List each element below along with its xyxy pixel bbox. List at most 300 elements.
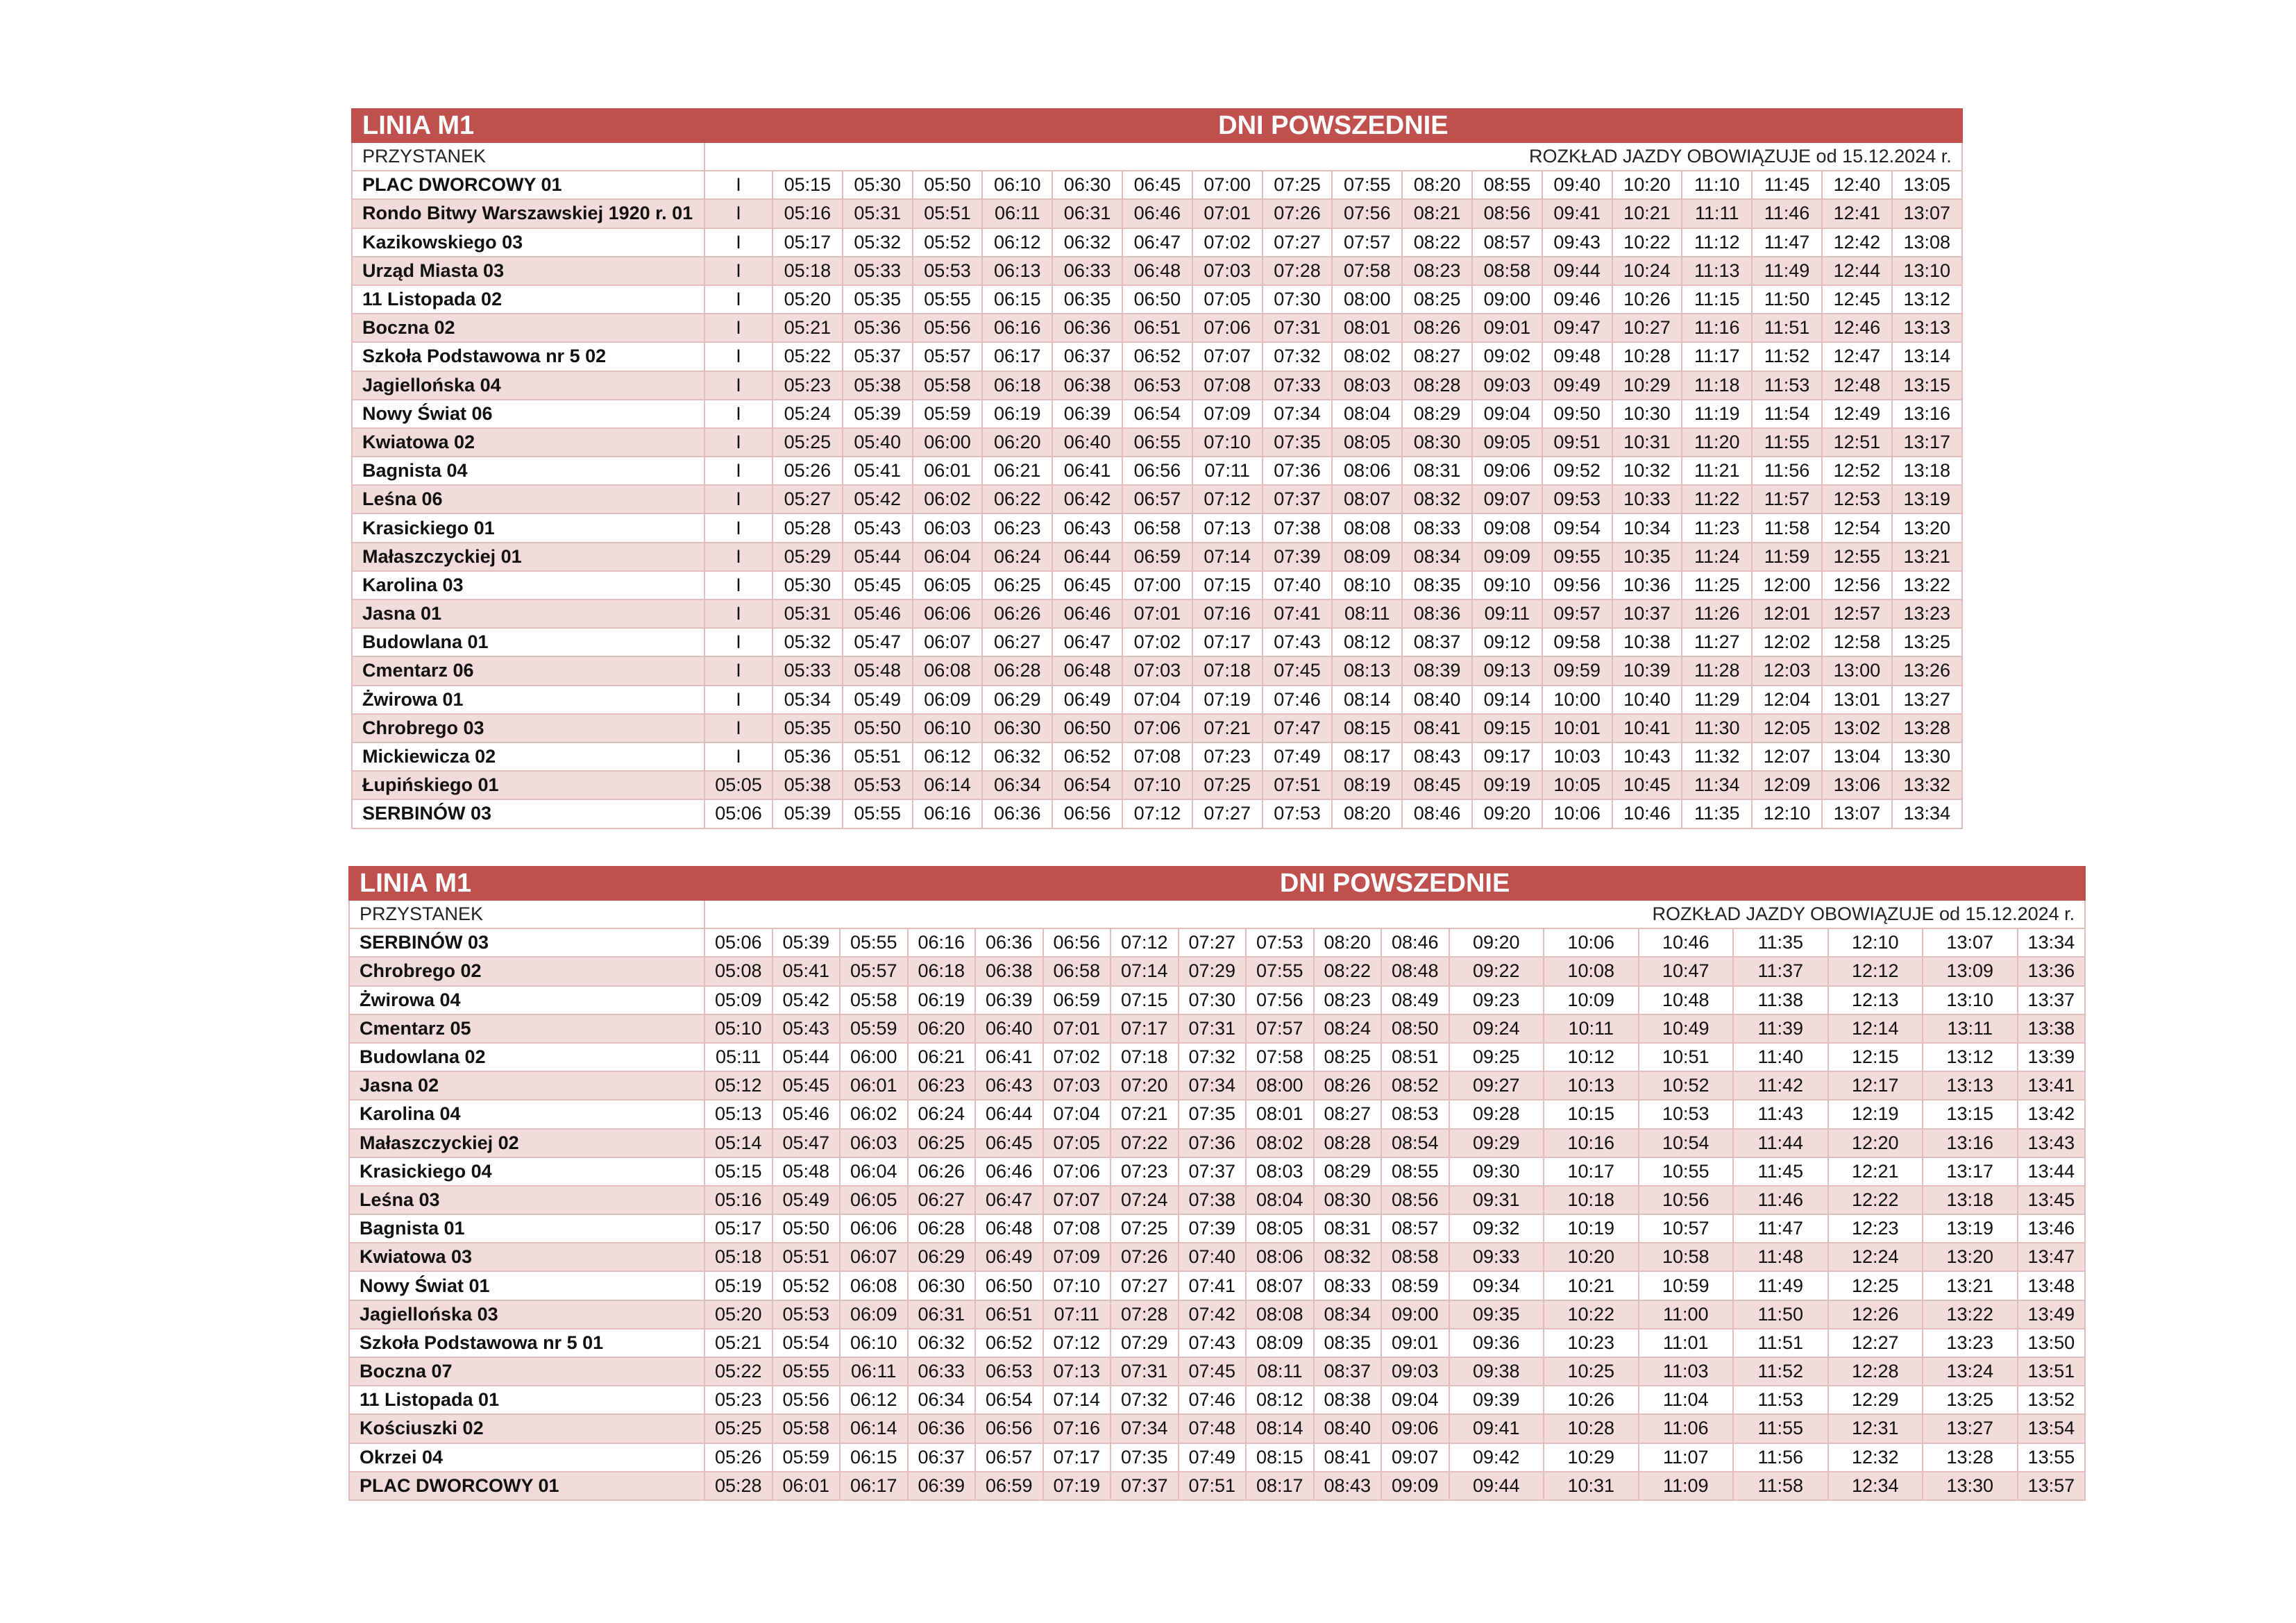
departure-time: 12:19	[1828, 1100, 1923, 1128]
departure-time: I	[704, 628, 773, 656]
departure-time: 10:37	[1612, 600, 1682, 628]
departure-time: 06:46	[1122, 199, 1192, 228]
stop-row	[349, 1214, 2085, 1243]
stop-row	[349, 1472, 2085, 1500]
departure-time: 12:48	[1822, 371, 1892, 400]
departure-time: 06:01	[913, 457, 983, 485]
departure-time: 07:07	[1192, 342, 1263, 371]
departure-time: 11:01	[1639, 1329, 1734, 1357]
departure-time: 08:26	[1314, 1071, 1382, 1100]
stop-row	[352, 628, 1962, 656]
departure-time: 11:46	[1733, 1186, 1828, 1214]
departure-time: 06:08	[840, 1271, 908, 1300]
departure-time: 07:15	[1111, 986, 1179, 1014]
stop-name: Małaszczyckiej 01	[352, 543, 704, 571]
departure-time: 07:38	[1179, 1186, 1247, 1214]
departure-time: 10:17	[1544, 1157, 1639, 1186]
departure-time: 07:10	[1122, 771, 1192, 799]
departure-time: 06:10	[982, 171, 1052, 199]
departure-time: 08:55	[1472, 171, 1542, 199]
departure-time: 06:16	[982, 314, 1052, 342]
departure-time: 13:41	[2018, 1071, 2086, 1100]
departure-time: 05:21	[704, 1329, 773, 1357]
departure-time: 07:13	[1043, 1357, 1111, 1386]
departure-time: 07:09	[1043, 1243, 1111, 1271]
departure-time: 05:31	[773, 600, 843, 628]
departure-time: 13:37	[2018, 986, 2086, 1014]
departure-time: 13:49	[2018, 1300, 2086, 1329]
departure-time: 06:26	[982, 600, 1052, 628]
departure-time: 07:32	[1263, 342, 1333, 371]
stop-row	[352, 285, 1962, 314]
departure-time: I	[704, 228, 773, 257]
departure-time: 07:13	[1192, 513, 1263, 542]
stop-row	[349, 1386, 2085, 1414]
departure-time: 07:31	[1111, 1357, 1179, 1386]
departure-time: 07:00	[1122, 571, 1192, 600]
departure-time: 06:20	[908, 1014, 976, 1043]
stop-name: Karolina 03	[352, 571, 704, 600]
departure-time: 07:27	[1192, 799, 1263, 828]
departure-time: 08:02	[1246, 1129, 1314, 1157]
departure-time: 08:11	[1332, 600, 1402, 628]
departure-time: 09:03	[1472, 371, 1542, 400]
departure-time: 06:56	[1122, 457, 1192, 485]
departure-time: 11:59	[1752, 543, 1822, 571]
departure-time: 06:36	[1052, 314, 1122, 342]
departure-time: 06:13	[982, 257, 1052, 285]
stop-name: Chrobrego 02	[349, 957, 704, 985]
departure-time: 11:39	[1733, 1014, 1828, 1043]
departure-time: 05:12	[704, 1071, 773, 1100]
departure-time: 13:36	[2018, 957, 2086, 985]
departure-time: 08:57	[1381, 1214, 1449, 1243]
departure-time: 10:34	[1612, 513, 1682, 542]
departure-time: 07:14	[1192, 543, 1263, 571]
departure-time: 06:47	[1052, 628, 1122, 656]
departure-time: 09:55	[1542, 543, 1612, 571]
departure-time: 09:28	[1449, 1100, 1544, 1128]
departure-time: 11:47	[1752, 228, 1822, 257]
departure-time: 07:53	[1246, 928, 1314, 957]
departure-time: 07:35	[1179, 1100, 1247, 1128]
departure-time: 12:10	[1752, 799, 1822, 828]
departure-time: 05:46	[843, 600, 913, 628]
departure-time: 11:52	[1752, 342, 1822, 371]
departure-time: 06:50	[1052, 714, 1122, 742]
stop-row	[352, 257, 1962, 285]
departure-time: 07:01	[1043, 1014, 1111, 1043]
departure-time: 07:43	[1263, 628, 1333, 656]
departure-time: 09:46	[1542, 285, 1612, 314]
departure-time: 05:16	[773, 199, 843, 228]
departure-time: 11:23	[1682, 513, 1752, 542]
departure-time: 07:46	[1263, 686, 1333, 714]
departure-time: 05:45	[843, 571, 913, 600]
departure-time: I	[704, 714, 773, 742]
departure-time: 09:09	[1381, 1472, 1449, 1500]
stop-name: Urząd Miasta 03	[352, 257, 704, 285]
departure-time: 07:36	[1179, 1129, 1247, 1157]
departure-time: 06:26	[908, 1157, 976, 1186]
stop-row	[352, 656, 1962, 685]
departure-time: 08:32	[1402, 485, 1472, 513]
departure-time: 09:04	[1472, 400, 1542, 428]
departure-time: 06:39	[975, 986, 1043, 1014]
departure-time: 07:41	[1179, 1271, 1247, 1300]
departure-time: 12:03	[1752, 656, 1822, 685]
departure-time: 05:58	[840, 986, 908, 1014]
departure-time: 12:40	[1822, 171, 1892, 199]
departure-time: 05:45	[773, 1071, 841, 1100]
departure-time: 13:22	[1923, 1300, 2018, 1329]
departure-time: 09:01	[1381, 1329, 1449, 1357]
departure-time: 09:39	[1449, 1386, 1544, 1414]
departure-time: 07:57	[1246, 1014, 1314, 1043]
departure-time: 09:30	[1449, 1157, 1544, 1186]
departure-time: 13:42	[2018, 1100, 2086, 1128]
departure-time: 06:02	[840, 1100, 908, 1128]
departure-time: 05:53	[913, 257, 983, 285]
departure-time: 10:38	[1612, 628, 1682, 656]
stop-row	[349, 1129, 2085, 1157]
departure-time: 09:23	[1449, 986, 1544, 1014]
stop-name: Budowlana 01	[352, 628, 704, 656]
departure-time: 10:52	[1639, 1071, 1734, 1100]
departure-time: 06:21	[982, 457, 1052, 485]
departure-time: 05:22	[704, 1357, 773, 1386]
departure-time: 10:28	[1612, 342, 1682, 371]
departure-time: 05:41	[843, 457, 913, 485]
departure-time: 05:58	[913, 371, 983, 400]
departure-time: 11:04	[1639, 1386, 1734, 1414]
departure-time: 05:16	[704, 1186, 773, 1214]
departure-time: 08:25	[1402, 285, 1472, 314]
departure-time: 13:27	[1892, 686, 1962, 714]
departure-time: 06:22	[982, 485, 1052, 513]
departure-time: 08:20	[1314, 928, 1382, 957]
departure-time: 05:52	[913, 228, 983, 257]
departure-time: 06:00	[840, 1043, 908, 1071]
departure-time: 06:09	[840, 1300, 908, 1329]
departure-time: 06:27	[982, 628, 1052, 656]
departure-time: 05:39	[773, 928, 841, 957]
departure-time: 07:37	[1111, 1472, 1179, 1500]
departure-time: 13:13	[1892, 314, 1962, 342]
departure-time: 07:37	[1179, 1157, 1247, 1186]
departure-time: 06:49	[975, 1243, 1043, 1271]
service-days: DNI POWSZEDNIE	[704, 867, 2085, 900]
departure-time: 09:29	[1449, 1129, 1544, 1157]
stop-row	[352, 228, 1962, 257]
departure-time: 05:55	[913, 285, 983, 314]
departure-time: 08:06	[1332, 457, 1402, 485]
departure-time: 09:34	[1449, 1271, 1544, 1300]
departure-time: 09:48	[1542, 342, 1612, 371]
departure-time: 06:18	[982, 371, 1052, 400]
departure-time: 06:56	[1043, 928, 1111, 957]
departure-time: 07:06	[1043, 1157, 1111, 1186]
departure-time: I	[704, 513, 773, 542]
departure-time: 07:51	[1263, 771, 1333, 799]
departure-time: 10:16	[1544, 1129, 1639, 1157]
stop-row	[349, 1329, 2085, 1357]
departure-time: 05:55	[773, 1357, 841, 1386]
stop-name: Nowy Świat 01	[349, 1271, 704, 1300]
departure-time: 05:10	[704, 1014, 773, 1043]
departure-time: 13:25	[1923, 1386, 2018, 1414]
departure-time: 07:32	[1111, 1386, 1179, 1414]
departure-time: 06:33	[1052, 257, 1122, 285]
departure-time: 07:55	[1246, 957, 1314, 985]
departure-time: 12:52	[1822, 457, 1892, 485]
departure-time: 05:53	[773, 1300, 841, 1329]
departure-time: 12:15	[1828, 1043, 1923, 1071]
departure-time: I	[704, 314, 773, 342]
departure-time: 09:12	[1472, 628, 1542, 656]
departure-time: 06:45	[1122, 171, 1192, 199]
departure-time: 13:16	[1892, 400, 1962, 428]
departure-time: 13:17	[1892, 428, 1962, 457]
departure-time: 11:35	[1733, 928, 1828, 957]
departure-time: 10:18	[1544, 1186, 1639, 1214]
departure-time: 05:39	[773, 799, 843, 828]
departure-time: 06:39	[1052, 400, 1122, 428]
departure-time: 06:11	[982, 199, 1052, 228]
departure-time: 07:57	[1332, 228, 1402, 257]
departure-time: 11:22	[1682, 485, 1752, 513]
departure-time: 10:59	[1639, 1271, 1734, 1300]
departure-time: 11:54	[1752, 400, 1822, 428]
departure-time: 11:35	[1682, 799, 1752, 828]
stop-row	[352, 342, 1962, 371]
departure-time: 06:45	[975, 1129, 1043, 1157]
departure-time: 05:56	[773, 1386, 841, 1414]
line-name: LINIA M1	[349, 867, 704, 900]
departure-time: 08:20	[1402, 171, 1472, 199]
stop-row	[352, 171, 1962, 199]
departure-time: 13:05	[1892, 171, 1962, 199]
departure-time: 05:38	[773, 771, 843, 799]
departure-time: 11:50	[1752, 285, 1822, 314]
departure-time: 11:42	[1733, 1071, 1828, 1100]
departure-time: 08:23	[1402, 257, 1472, 285]
departure-time: 06:16	[908, 928, 976, 957]
departure-time: 08:53	[1381, 1100, 1449, 1128]
departure-time: 06:54	[1052, 771, 1122, 799]
departure-time: 12:10	[1828, 928, 1923, 957]
departure-time: 05:51	[913, 199, 983, 228]
departure-time: 11:51	[1752, 314, 1822, 342]
departure-time: 09:35	[1449, 1300, 1544, 1329]
departure-time: 09:44	[1542, 257, 1612, 285]
departure-time: 05:52	[773, 1271, 841, 1300]
departure-time: 06:25	[982, 571, 1052, 600]
departure-time: 10:22	[1612, 228, 1682, 257]
departure-time: 07:55	[1332, 171, 1402, 199]
departure-time: 09:44	[1449, 1472, 1544, 1500]
departure-time: 05:24	[773, 400, 843, 428]
departure-time: 12:21	[1828, 1157, 1923, 1186]
departure-time: 07:58	[1246, 1043, 1314, 1071]
departure-time: 06:50	[975, 1271, 1043, 1300]
stop-row	[349, 1271, 2085, 1300]
departure-time: 06:35	[1052, 285, 1122, 314]
departure-time: 05:41	[773, 957, 841, 985]
departure-time: 08:34	[1402, 543, 1472, 571]
departure-time: 06:47	[1122, 228, 1192, 257]
departure-time: 07:11	[1043, 1300, 1111, 1329]
departure-time: 07:17	[1192, 628, 1263, 656]
departure-time: 07:26	[1263, 199, 1333, 228]
departure-time: 11:45	[1752, 171, 1822, 199]
departure-time: 07:23	[1111, 1157, 1179, 1186]
stop-row	[349, 1243, 2085, 1271]
departure-time: 06:53	[1122, 371, 1192, 400]
departure-time: I	[704, 457, 773, 485]
departure-time: 05:18	[704, 1243, 773, 1271]
departure-time: 05:29	[773, 543, 843, 571]
departure-time: 10:00	[1542, 686, 1612, 714]
departure-time: 06:07	[913, 628, 983, 656]
stop-name: Żwirowa 01	[352, 686, 704, 714]
departure-time: 05:36	[773, 742, 843, 771]
stop-row	[349, 1071, 2085, 1100]
departure-time: 06:32	[1052, 228, 1122, 257]
departure-time: 08:41	[1314, 1443, 1382, 1472]
departure-time: 13:21	[1923, 1271, 2018, 1300]
departure-time: 05:48	[773, 1157, 841, 1186]
departure-time: I	[704, 199, 773, 228]
departure-time: 09:04	[1381, 1386, 1449, 1414]
departure-time: 05:35	[773, 714, 843, 742]
stop-row	[349, 1186, 2085, 1214]
departure-time: 09:11	[1472, 600, 1542, 628]
departure-time: 06:19	[982, 400, 1052, 428]
departure-time: 11:38	[1733, 986, 1828, 1014]
departure-time: I	[704, 285, 773, 314]
departure-time: 07:40	[1179, 1243, 1247, 1271]
departure-time: 06:01	[773, 1472, 841, 1500]
departure-time: 07:46	[1179, 1386, 1247, 1414]
departure-time: 10:26	[1612, 285, 1682, 314]
departure-time: 07:00	[1192, 171, 1263, 199]
departure-time: 12:17	[1828, 1071, 1923, 1100]
stop-name: Leśna 06	[352, 485, 704, 513]
departure-time: 07:15	[1192, 571, 1263, 600]
departure-time: 11:37	[1733, 957, 1828, 985]
departure-time: 09:31	[1449, 1186, 1544, 1214]
departure-time: 05:20	[773, 285, 843, 314]
departure-time: 09:27	[1449, 1071, 1544, 1100]
departure-time: 13:09	[1923, 957, 2018, 985]
departure-time: 11:52	[1733, 1357, 1828, 1386]
departure-time: 13:34	[1892, 799, 1962, 828]
departure-time: 12:13	[1828, 986, 1923, 1014]
departure-time: 05:59	[840, 1014, 908, 1043]
departure-time: 08:15	[1246, 1443, 1314, 1472]
stop-name: Karolina 04	[349, 1100, 704, 1128]
departure-time: 05:58	[773, 1414, 841, 1443]
stop-name: Jagiellońska 03	[349, 1300, 704, 1329]
departure-time: 10:23	[1544, 1329, 1639, 1357]
departure-time: 08:41	[1402, 714, 1472, 742]
departure-time: 09:00	[1381, 1300, 1449, 1329]
stop-name: PLAC DWORCOWY 01	[352, 171, 704, 199]
departure-time: 13:43	[2018, 1129, 2086, 1157]
departure-time: 05:50	[773, 1214, 841, 1243]
departure-time: 06:38	[1052, 371, 1122, 400]
departure-time: 06:02	[913, 485, 983, 513]
departure-time: 06:19	[908, 986, 976, 1014]
departure-time: 10:43	[1612, 742, 1682, 771]
departure-time: 13:55	[2018, 1443, 2086, 1472]
departure-time: 05:23	[704, 1386, 773, 1414]
departure-time: 05:32	[843, 228, 913, 257]
departure-time: 12:58	[1822, 628, 1892, 656]
departure-time: 10:39	[1612, 656, 1682, 685]
departure-time: 06:48	[1052, 656, 1122, 685]
departure-time: 08:15	[1332, 714, 1402, 742]
departure-time: 06:21	[908, 1043, 976, 1071]
departure-time: 08:23	[1314, 986, 1382, 1014]
departure-time: 10:51	[1639, 1043, 1734, 1071]
departure-time: 08:59	[1381, 1271, 1449, 1300]
departure-time: 11:45	[1733, 1157, 1828, 1186]
departure-time: 05:26	[704, 1443, 773, 1472]
departure-time: 05:30	[843, 171, 913, 199]
departure-time: 06:23	[908, 1071, 976, 1100]
departure-time: 10:33	[1612, 485, 1682, 513]
departure-time: 06:40	[1052, 428, 1122, 457]
departure-time: 06:05	[840, 1186, 908, 1214]
stop-name: 11 Listopada 01	[349, 1386, 704, 1414]
departure-time: 12:29	[1828, 1386, 1923, 1414]
departure-time: 09:17	[1472, 742, 1542, 771]
departure-time: 07:01	[1122, 600, 1192, 628]
departure-time: 10:13	[1544, 1071, 1639, 1100]
departure-time: 08:33	[1314, 1271, 1382, 1300]
departure-time: 06:15	[982, 285, 1052, 314]
departure-time: 06:36	[982, 799, 1052, 828]
departure-time: 12:27	[1828, 1329, 1923, 1357]
departure-time: 06:59	[1122, 543, 1192, 571]
departure-time: 07:08	[1192, 371, 1263, 400]
departure-time: 13:16	[1923, 1129, 2018, 1157]
departure-time: 12:44	[1822, 257, 1892, 285]
departure-time: 12:26	[1828, 1300, 1923, 1329]
departure-time: 07:08	[1122, 742, 1192, 771]
departure-time: 06:42	[1052, 485, 1122, 513]
departure-time: 10:26	[1544, 1386, 1639, 1414]
departure-time: 06:24	[908, 1100, 976, 1128]
departure-time: 07:48	[1179, 1414, 1247, 1443]
departure-time: 09:41	[1542, 199, 1612, 228]
departure-time: 06:25	[908, 1129, 976, 1157]
departure-time: 11:20	[1682, 428, 1752, 457]
departure-time: 11:40	[1733, 1043, 1828, 1071]
departure-time: 12:46	[1822, 314, 1892, 342]
departure-time: 06:06	[913, 600, 983, 628]
departure-time: 05:31	[843, 199, 913, 228]
departure-time: 13:57	[2018, 1472, 2086, 1500]
departure-time: 13:30	[1923, 1472, 2018, 1500]
stop-name: Jagiellońska 04	[352, 371, 704, 400]
departure-time: 08:09	[1332, 543, 1402, 571]
stop-row	[349, 1357, 2085, 1386]
departure-time: 11:58	[1752, 513, 1822, 542]
departure-time: 07:36	[1263, 457, 1333, 485]
